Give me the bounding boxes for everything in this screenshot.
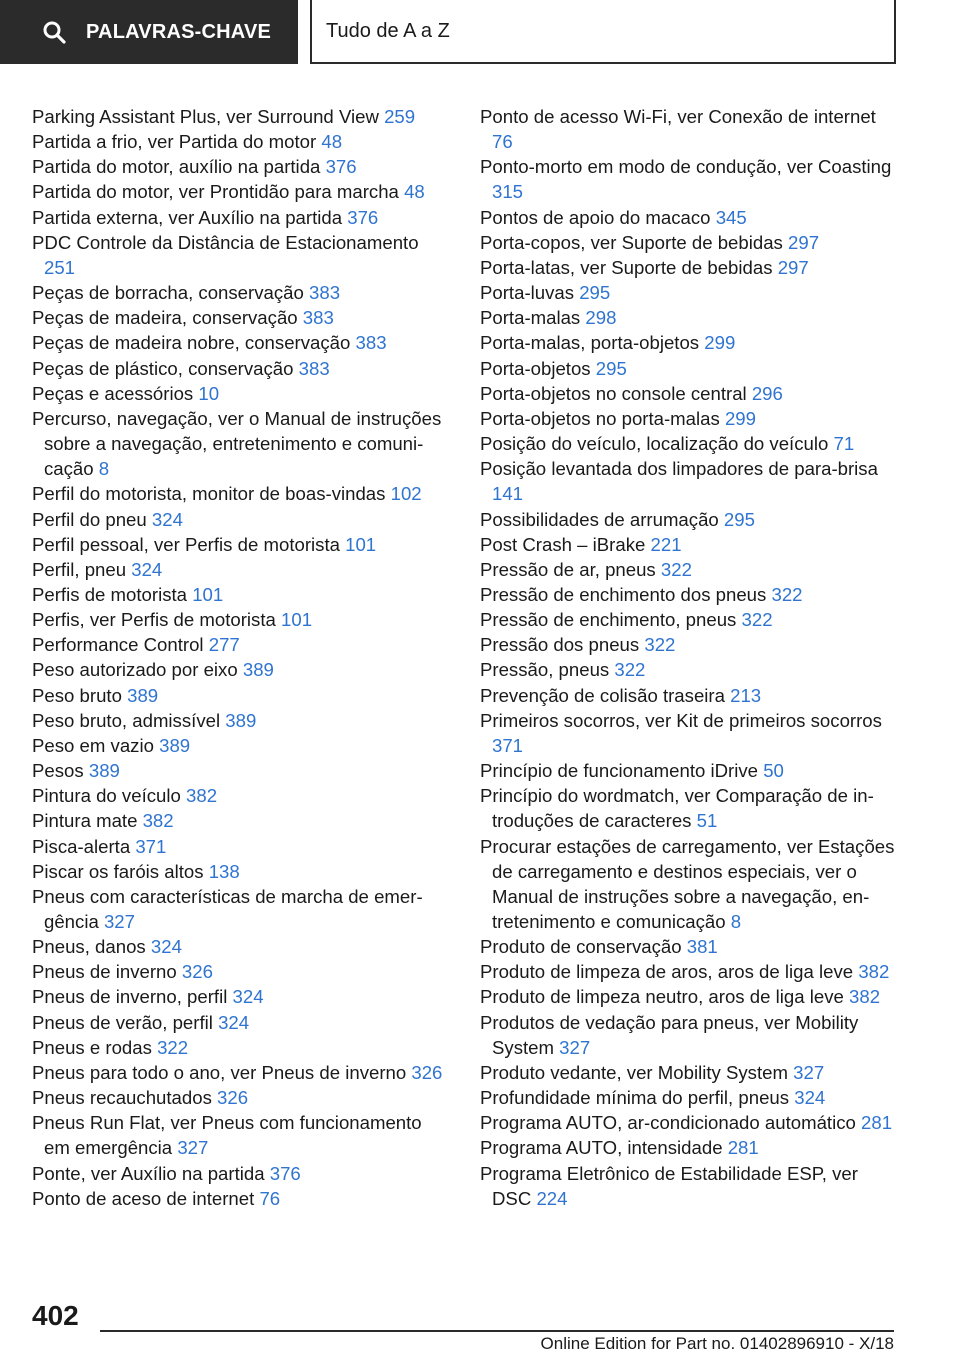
page-link[interactable]: 101 — [281, 609, 313, 631]
page-link[interactable]: 50 — [763, 760, 784, 782]
page-link[interactable]: 299 — [704, 332, 736, 354]
page-number: 402 — [32, 1300, 79, 1331]
index-entry — [480, 1085, 898, 1110]
index-entry — [32, 230, 450, 280]
index-entry — [32, 305, 450, 330]
page-link[interactable]: 324 — [150, 936, 182, 958]
page-link[interactable]: 324 — [151, 508, 183, 530]
index-entry-text: Produto de limpeza de aros, aros de liga leve — [480, 961, 854, 983]
index-entry-text: Pneus Run Flat, ver Pneus com funcionamento em emergência — [32, 1112, 422, 1159]
index-entry-text: Piscar os faróis altos — [32, 860, 204, 882]
page-link[interactable]: 277 — [208, 634, 240, 656]
index-entry — [480, 154, 898, 204]
page-link[interactable]: 295 — [579, 282, 611, 304]
index-entry-text: Peças e acessórios — [32, 382, 194, 404]
index-entry — [32, 481, 450, 506]
index-entry-text: Pressão dos pneus — [480, 634, 640, 656]
index-entry — [32, 1035, 450, 1060]
index-entry — [480, 834, 898, 935]
page-link[interactable]: 326 — [181, 961, 213, 983]
index-entry — [480, 783, 898, 833]
index-entry-text: Perfil do pneu — [32, 508, 147, 530]
index-entry-text: Post Crash – iBrake — [480, 533, 646, 555]
page-link[interactable]: 376 — [347, 206, 379, 228]
index-entry — [32, 205, 450, 230]
index-entry-text: Porta-objetos — [480, 357, 591, 379]
page-link[interactable]: 297 — [788, 231, 820, 253]
page-link[interactable]: 298 — [585, 307, 617, 329]
index-entry — [32, 783, 450, 808]
index-entry — [480, 381, 898, 406]
index-entry — [32, 758, 450, 783]
page-link[interactable]: 10 — [198, 382, 220, 404]
index-entry — [32, 582, 450, 607]
index-column-right — [480, 104, 898, 1211]
index-entry-text: Peças de madeira, conservação — [32, 307, 298, 329]
index-entry — [32, 154, 450, 179]
index-entry — [480, 959, 898, 984]
index-entry-text: Produto vedante, ver Mobility System — [480, 1061, 788, 1083]
index-entry — [32, 1085, 450, 1110]
page-link[interactable]: 327 — [559, 1036, 591, 1058]
index-entry-text: Peças de madeira nobre, conservação — [32, 332, 351, 354]
index-entry-text: PDC Controle da Distância de Estacionamento — [32, 231, 419, 253]
search-field-text: Tudo de A a Z — [326, 19, 450, 42]
index-entry — [32, 1186, 450, 1211]
page-link[interactable]: 51 — [696, 810, 718, 832]
page-link[interactable]: 48 — [404, 181, 425, 203]
page-link[interactable]: 101 — [192, 583, 224, 605]
index-entry — [32, 1060, 450, 1085]
index-entry — [32, 532, 450, 557]
page-link[interactable]: 389 — [242, 659, 274, 681]
index-entry-text: Pressão de enchimento, pneus — [480, 609, 737, 631]
index-entry-text: Peso bruto, admissível — [32, 709, 221, 731]
page-link[interactable]: 8 — [98, 458, 110, 480]
index-entry — [32, 1110, 450, 1160]
index-entry-text: Posição levantada dos limpadores de para-brisa — [480, 458, 878, 480]
page-link[interactable]: 296 — [751, 382, 783, 404]
index-entry — [32, 834, 450, 859]
page-link[interactable]: 224 — [536, 1187, 568, 1209]
page-link[interactable]: 389 — [225, 709, 257, 731]
index-entry — [480, 406, 898, 431]
index-entry — [32, 808, 450, 833]
index-entry — [480, 1110, 898, 1135]
index-entry — [32, 708, 450, 733]
page-link[interactable]: 383 — [298, 357, 330, 379]
index-entry — [480, 205, 898, 230]
page-link[interactable]: 322 — [741, 609, 773, 631]
index-entry — [480, 356, 898, 381]
page-link[interactable]: 299 — [724, 407, 756, 429]
index-entry — [480, 1010, 898, 1060]
index-entry — [32, 280, 450, 305]
index-entry — [480, 984, 898, 1009]
index-entry — [480, 507, 898, 532]
index-entry-text: Programa AUTO, ar-condicionado automático — [480, 1112, 856, 1134]
page-link[interactable]: 71 — [833, 433, 855, 455]
index-entry-text: Performance Control — [32, 634, 204, 656]
page-link[interactable]: 324 — [232, 986, 264, 1008]
index-entry-text: Pneus, danos — [32, 936, 146, 958]
index-entry-text: Partida a frio, ver Partida do motor — [32, 131, 317, 153]
index-entry — [480, 456, 898, 506]
index-entry-text: Primeiros socorros, ver Kit de primeiros socorros — [480, 709, 882, 731]
index-entry — [32, 984, 450, 1009]
index-entry — [480, 104, 898, 154]
page-link[interactable]: 326 — [411, 1061, 443, 1083]
index-entry — [32, 406, 450, 481]
index-entry — [32, 607, 450, 632]
index-entry-text: Prevenção de colisão traseira — [480, 684, 725, 706]
index-entry — [480, 607, 898, 632]
index-entry-text: Pontos de apoio do macaco — [480, 206, 711, 228]
index-entry — [32, 683, 450, 708]
index-entry-text: Perfis de motorista — [32, 583, 188, 605]
page-link[interactable]: 76 — [259, 1187, 281, 1209]
page-link[interactable]: 213 — [730, 684, 762, 706]
index-entry — [480, 305, 898, 330]
index-column-left — [32, 104, 450, 1211]
page-link[interactable]: 138 — [208, 860, 240, 882]
search-icon — [42, 20, 66, 44]
page-link[interactable]: 76 — [492, 131, 513, 153]
page-link[interactable]: 376 — [325, 156, 357, 178]
index-entry-text: Produtos de vedação para pneus, ver Mobility System — [480, 1011, 859, 1058]
footer-divider — [100, 1330, 894, 1332]
index-entry-text: Perfil pessoal, ver Perfis de motorista — [32, 533, 340, 555]
index-entry-text: Possibilidades de arrumação — [480, 508, 719, 530]
index-entry-text: Pesos — [32, 760, 84, 782]
index-entry — [480, 683, 898, 708]
page-link[interactable]: 297 — [777, 256, 809, 278]
page-link[interactable]: 295 — [723, 508, 755, 530]
page-link[interactable]: 141 — [492, 483, 524, 505]
page-link[interactable]: 324 — [218, 1011, 250, 1033]
index-entry-text: Partida do motor, ver Prontidão para marcha — [32, 181, 399, 203]
index-entry — [480, 1161, 898, 1211]
page-link[interactable]: 389 — [127, 684, 159, 706]
page-link[interactable]: 295 — [595, 357, 627, 379]
index-entry-text: Programa AUTO, intensidade — [480, 1137, 723, 1159]
index-entry-text: Pintura mate — [32, 810, 138, 832]
index-entry-text: Produto de limpeza neutro, aros de liga leve — [480, 986, 844, 1008]
index-entry-text: Profundidade mínima do perfil, pneus — [480, 1087, 790, 1109]
index-entry — [32, 129, 450, 154]
index-entry — [480, 582, 898, 607]
page-link[interactable]: 322 — [660, 558, 692, 580]
index-entry — [32, 1161, 450, 1186]
index-entry-text: Parking Assistant Plus, ver Surround View — [32, 106, 379, 127]
page-link[interactable]: 326 — [217, 1087, 249, 1109]
index-entry-text: Perfil, pneu — [32, 558, 127, 580]
index-entry-text: Pneus recauchutados — [32, 1087, 212, 1109]
index-entry — [480, 431, 898, 456]
index-entry — [32, 507, 450, 532]
index-entry — [480, 255, 898, 280]
index-entry-text: Pneus de verão, perfil — [32, 1011, 213, 1033]
page-link[interactable]: 281 — [861, 1112, 893, 1134]
index-entry-text: Pneus com características de marcha de emergência — [32, 885, 423, 932]
index-entry — [32, 1010, 450, 1035]
index-entry — [32, 330, 450, 355]
page-link[interactable]: 327 — [177, 1137, 209, 1159]
page-link[interactable]: 345 — [715, 206, 747, 228]
page-link[interactable]: 8 — [730, 911, 742, 932]
index-entry — [480, 1135, 898, 1160]
search-field[interactable] — [310, 0, 896, 64]
page-link[interactable]: 324 — [794, 1087, 826, 1109]
index-entry-text: Ponte, ver Auxílio na partida — [32, 1162, 265, 1184]
index-entry-text: Porta-malas, porta-objetos — [480, 332, 700, 354]
page-link[interactable]: 383 — [302, 307, 334, 329]
page-link[interactable]: 382 — [849, 986, 881, 1008]
page-link[interactable]: 389 — [88, 760, 120, 782]
index-entry — [480, 758, 898, 783]
index-entry — [32, 381, 450, 406]
index-entry — [32, 884, 450, 934]
index-entry-text: Pneus de inverno, perfil — [32, 986, 228, 1008]
keywords-tab[interactable] — [0, 0, 298, 64]
page-link[interactable]: 376 — [269, 1162, 301, 1184]
page-link[interactable]: 322 — [614, 659, 646, 681]
page-link[interactable]: 371 — [135, 835, 167, 857]
page-link[interactable]: 322 — [771, 583, 803, 605]
index-entry-text: Pressão de ar, pneus — [480, 558, 656, 580]
index-entry-text: Ponto-morto em modo de condução, ver Coasting — [480, 156, 892, 178]
page-link[interactable]: 324 — [131, 558, 163, 580]
index-entry — [32, 859, 450, 884]
index-entry — [32, 657, 450, 682]
index-entry — [480, 708, 898, 758]
index-entry-text: Pneus e rodas — [32, 1036, 152, 1058]
index-entry-text: Partida externa, ver Auxílio na partida — [32, 206, 343, 228]
index-entry-text: Pressão de enchimento dos pneus — [480, 583, 767, 605]
index-entry-text: Posição do veículo, localização do veículo — [480, 433, 829, 455]
index-entry-text: Pisca-alerta — [32, 835, 131, 857]
index-entry-text: Pintura do veículo — [32, 785, 181, 807]
index-entry-text: Peso bruto — [32, 684, 122, 706]
index-entry-text: Pneus de inverno — [32, 961, 177, 983]
page-link[interactable]: 382 — [142, 810, 174, 832]
page-link[interactable]: 382 — [186, 785, 218, 807]
index-entry-text: Peças de plástico, conservação — [32, 357, 294, 379]
page-link[interactable]: 221 — [650, 533, 682, 555]
index-entry-text: Porta-luvas — [480, 282, 575, 304]
index-entry-text: Perfis, ver Perfis de motorista — [32, 609, 276, 631]
index-entry — [32, 356, 450, 381]
page-link[interactable]: 101 — [345, 533, 377, 555]
index-entry — [32, 557, 450, 582]
index-entry — [32, 733, 450, 758]
index-entry-text: Porta-copos, ver Suporte de bebidas — [480, 231, 783, 253]
index-entry-text: Partida do motor, auxílio na partida — [32, 156, 321, 178]
page-link[interactable]: 381 — [686, 936, 718, 958]
page-link[interactable]: 259 — [384, 106, 416, 127]
index-entry-text: Produto de conservação — [480, 936, 682, 958]
index-entry — [480, 557, 898, 582]
index-entry-text: Princípio de funcionamento iDrive — [480, 760, 759, 782]
page-link[interactable]: 322 — [644, 634, 676, 656]
page-link[interactable]: 383 — [309, 282, 341, 304]
index-entry — [480, 657, 898, 682]
index-entry-text: Pressão, pneus — [480, 659, 610, 681]
index-entry-text: Peso em vazio — [32, 734, 154, 756]
index-entry-text: Porta-latas, ver Suporte de bebidas — [480, 256, 773, 278]
index-entry-text: Programa Eletrônico de Estabilidade ESP, ver DSC — [480, 1162, 858, 1209]
page-link[interactable]: 383 — [355, 332, 387, 354]
index-entry-text: Porta-malas — [480, 307, 581, 329]
page-link[interactable]: 327 — [103, 911, 135, 932]
index-entry — [32, 934, 450, 959]
index-entry — [480, 532, 898, 557]
page-link[interactable]: 281 — [727, 1137, 759, 1159]
index-entry — [480, 280, 898, 305]
index-entry-text: Ponto de acesso Wi-Fi, ver Conexão de internet — [480, 106, 876, 127]
index-entry — [480, 934, 898, 959]
index-entry-text: Procurar estações de carregamento, ver Estações de carregamento e destinos especiais, ver o Manual de instruções sobre a navegação, entretenimento e comunicação — [480, 835, 895, 932]
index-entry-text: Peças de borracha, conservação — [32, 282, 304, 304]
index-entry — [32, 959, 450, 984]
page-link[interactable]: 102 — [390, 483, 422, 505]
page-link[interactable]: 371 — [492, 734, 524, 756]
page-link[interactable]: 48 — [321, 131, 343, 153]
page-link[interactable]: 389 — [159, 734, 191, 756]
index-entry — [32, 179, 450, 204]
index-entry-text: Peso autorizado por eixo — [32, 659, 238, 681]
page-link[interactable]: 322 — [157, 1036, 189, 1058]
index-entry — [480, 230, 898, 255]
index-entry — [32, 632, 450, 657]
index-entry — [480, 1060, 898, 1085]
page-link[interactable]: 327 — [793, 1061, 825, 1083]
index-entry — [480, 632, 898, 657]
index-entry-text: Percurso, navegação, ver o Manual de instruções sobre a navegação, entretenimento e comunicação — [32, 407, 442, 480]
index-entry — [32, 104, 450, 129]
page-link[interactable]: 251 — [44, 256, 76, 278]
index-entry-text: Porta-objetos no console central — [480, 382, 747, 404]
index-entry-text: Pneus para todo o ano, ver Pneus de inverno — [32, 1061, 407, 1083]
keywords-tab-label: PALAVRAS-CHAVE — [86, 20, 272, 43]
index-entry-text: Perfil do motorista, monitor de boas-vindas — [32, 483, 386, 505]
index-entry-text: Princípio do wordmatch, ver Comparação de introduções de caracteres — [480, 785, 874, 832]
page-link[interactable]: 382 — [858, 961, 890, 983]
index-entry-text: Ponto de aceso de internet — [32, 1187, 255, 1209]
index-entry-text: Porta-objetos no porta-malas — [480, 407, 720, 429]
edition-footer: Online Edition for Part no. 01402896910 - X/18 — [540, 1334, 894, 1353]
index-entry — [480, 330, 898, 355]
page-link[interactable]: 315 — [492, 181, 524, 203]
